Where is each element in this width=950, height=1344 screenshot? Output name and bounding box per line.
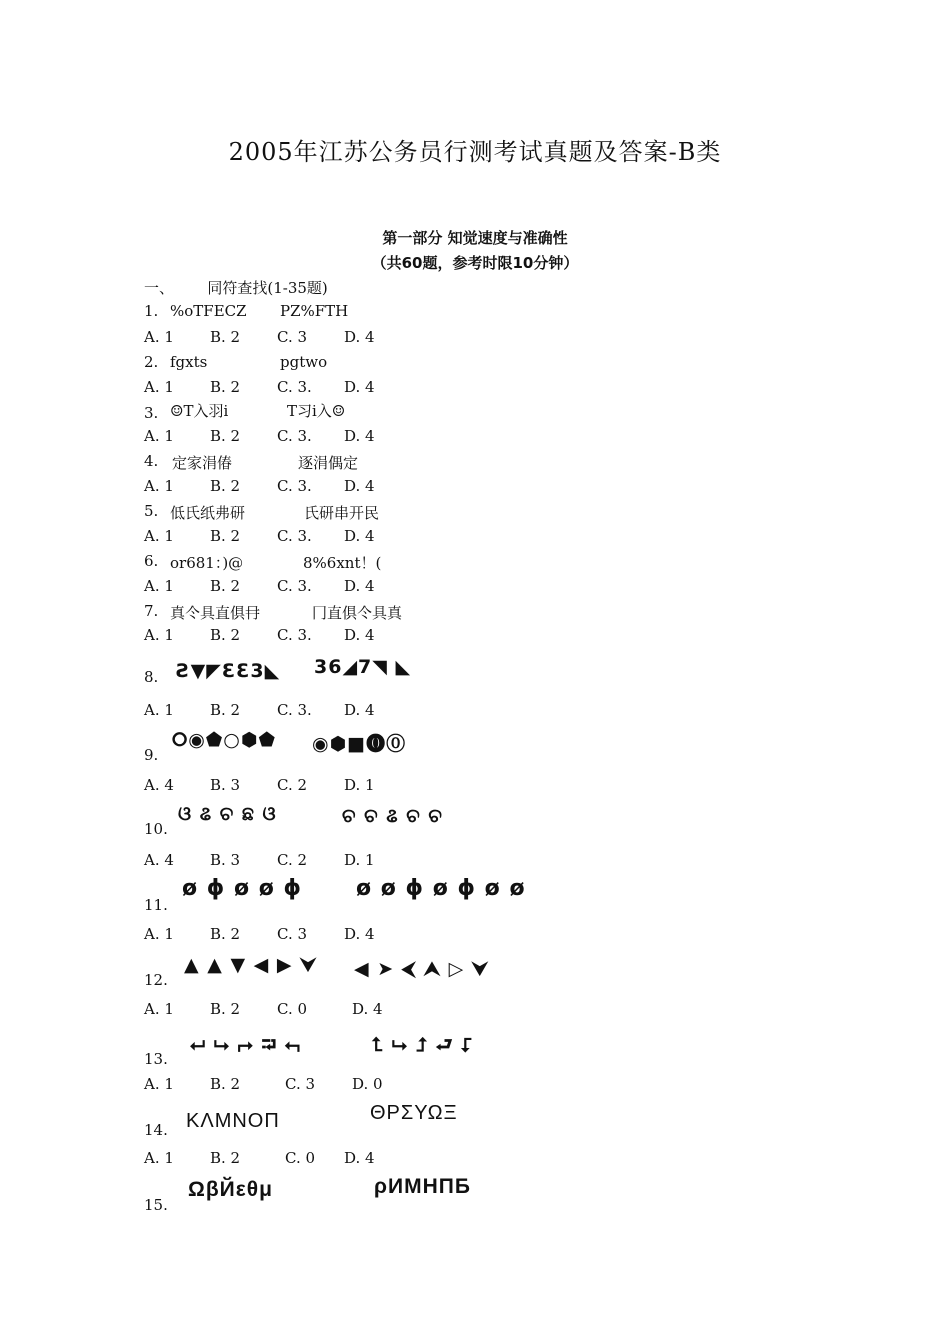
document-title: 2005年江苏公务员行测考试真题及答案-B类 xyxy=(228,138,722,166)
option-a: A. 1 xyxy=(144,925,174,943)
question-right-symbols: T习i入☺ xyxy=(287,402,346,420)
option-b: B. 2 xyxy=(210,701,241,719)
option-a: A. 1 xyxy=(144,328,174,346)
option-c: C. 3. xyxy=(277,477,312,495)
question-right-symbols: ◉⬢■⓿⓪ xyxy=(312,733,407,755)
option-b: B. 2 xyxy=(210,527,241,545)
option-b: B. 2 xyxy=(210,1000,241,1018)
question-number: 15. xyxy=(144,1196,168,1214)
option-d: D. 4 xyxy=(344,925,375,943)
option-b: B. 2 xyxy=(210,1075,241,1093)
option-c: C. 0 xyxy=(285,1149,316,1167)
option-a: A. 1 xyxy=(144,527,174,545)
option-a: A. 1 xyxy=(144,477,174,495)
option-a: A. 1 xyxy=(144,378,174,396)
question-number: 9. xyxy=(144,746,159,764)
option-a: A. 4 xyxy=(144,776,174,794)
option-b: B. 3 xyxy=(210,851,241,869)
question-number: 4. xyxy=(144,452,159,470)
question-number: 7. xyxy=(144,602,159,620)
option-b: B. 3 xyxy=(210,776,241,794)
question-number: 1. xyxy=(144,302,159,320)
question-right-symbols: 冂直俱仒具真 xyxy=(312,604,403,622)
section-subheading: （共60题，参考时限10分钟） xyxy=(371,254,579,272)
question-number: 11. xyxy=(144,896,168,914)
question-right-symbols: 36◢7◥ ◣ xyxy=(314,656,412,678)
option-c: C. 3. xyxy=(277,378,312,396)
question-number: 10. xyxy=(144,820,168,838)
option-a: A. 1 xyxy=(144,1149,174,1167)
option-b: B. 2 xyxy=(210,577,241,595)
option-a: A. 4 xyxy=(144,851,174,869)
option-c: C. 3. xyxy=(277,701,312,719)
option-c: C. 3. xyxy=(277,427,312,445)
question-left-symbols: ⭘◉⬟○⬢⬟ xyxy=(172,729,276,751)
question-number: 5. xyxy=(144,502,159,520)
option-d: D. 4 xyxy=(344,378,375,396)
option-c: C. 3 xyxy=(277,925,308,943)
question-left-symbols: 低氏纸弗研 xyxy=(170,504,246,522)
question-left-symbols: ☺T入羽i xyxy=(170,402,229,420)
question-number: 2. xyxy=(144,353,159,371)
option-b: B. 2 xyxy=(210,477,241,495)
question-right-symbols: pgtwo xyxy=(280,353,328,371)
question-left-symbols: ▲ ▲ ▼ ◀ ▶ ⮟ xyxy=(184,954,318,976)
option-d: D. 4 xyxy=(344,701,375,719)
question-right-symbols: ଚ ଚ ଌ ଚ ଚ xyxy=(342,805,443,827)
question-number: 3. xyxy=(144,404,159,422)
option-c: C. 2 xyxy=(277,851,308,869)
option-d: D. 4 xyxy=(352,1000,383,1018)
question-right-symbols: ⮤ ⮡ ⮥ ⮐ ⮦ xyxy=(372,1034,474,1056)
question-left-symbols: ଓ ଌ ଚ ଛ ଓ xyxy=(178,803,277,825)
section-heading: 第一部分 知觉速度与准确性 xyxy=(382,229,568,247)
question-right-symbols: ø ø ɸ ø ɸ ø ø xyxy=(356,876,526,901)
option-d: D. 4 xyxy=(344,477,375,495)
question-right-symbols: ΘΡΣΥΩΞ xyxy=(370,1102,458,1124)
part-label: 一、 同符查找(1-35题) xyxy=(144,279,328,297)
option-d: D. 4 xyxy=(344,626,375,644)
question-right-symbols: 氏研串开民 xyxy=(304,504,380,522)
question-left-symbols: ø ɸ ø ø ɸ xyxy=(182,876,303,901)
option-c: C. 3. xyxy=(277,527,312,545)
option-d: D. 1 xyxy=(344,776,375,794)
question-right-symbols: ◀ ➤ ⮜ ⮝ ▷ ⮟ xyxy=(354,958,490,980)
option-b: B. 2 xyxy=(210,378,241,396)
question-number: 14. xyxy=(144,1121,168,1139)
question-number: 13. xyxy=(144,1050,168,1068)
option-a: A. 1 xyxy=(144,577,174,595)
question-number: 12. xyxy=(144,971,168,989)
option-b: B. 2 xyxy=(210,328,241,346)
question-left-symbols: ΚΛΜΝΟΠ xyxy=(186,1110,280,1132)
option-b: B. 2 xyxy=(210,626,241,644)
option-c: C. 3 xyxy=(285,1075,316,1093)
option-a: A. 1 xyxy=(144,701,174,719)
question-right-symbols: 8%6xnt！( xyxy=(303,554,382,572)
question-left-symbols: or681：)@ xyxy=(170,554,244,572)
question-number: 6. xyxy=(144,552,159,570)
question-right-symbols: 逐涓偶定 xyxy=(298,454,359,472)
question-right-symbols: ρИМНПБ xyxy=(374,1175,471,1198)
question-left-symbols: %oTFECZ xyxy=(170,302,247,320)
option-c: C. 3 xyxy=(277,328,308,346)
question-left-symbols: 定家涓偆 xyxy=(172,454,233,472)
option-d: D. 0 xyxy=(352,1075,383,1093)
option-d: D. 1 xyxy=(344,851,375,869)
option-d: D. 4 xyxy=(344,427,375,445)
question-left-symbols: fgxts xyxy=(170,353,208,371)
option-a: A. 1 xyxy=(144,626,174,644)
question-number: 8. xyxy=(144,668,159,686)
option-b: B. 2 xyxy=(210,1149,241,1167)
option-b: B. 2 xyxy=(210,427,241,445)
option-d: D. 4 xyxy=(344,1149,375,1167)
option-a: A. 1 xyxy=(144,427,174,445)
option-d: D. 4 xyxy=(344,328,375,346)
question-right-symbols: PZ%FTH xyxy=(280,302,349,320)
option-a: A. 1 xyxy=(144,1000,174,1018)
question-left-symbols: ⮠ ⮡ ⮣ ⮒ ⮢ xyxy=(190,1034,301,1056)
option-d: D. 4 xyxy=(344,527,375,545)
option-c: C. 0 xyxy=(277,1000,308,1018)
option-c: C. 3. xyxy=(277,626,312,644)
question-left-symbols: ΩβЙεθμ xyxy=(188,1178,273,1201)
option-b: B. 2 xyxy=(210,925,241,943)
option-c: C. 2 xyxy=(277,776,308,794)
option-a: A. 1 xyxy=(144,1075,174,1093)
option-c: C. 3. xyxy=(277,577,312,595)
option-d: D. 4 xyxy=(344,577,375,595)
question-left-symbols: 真仒具直俱冄 xyxy=(170,604,261,622)
question-left-symbols: Ƨ▼◤ƐƐ3◣ xyxy=(176,660,281,682)
